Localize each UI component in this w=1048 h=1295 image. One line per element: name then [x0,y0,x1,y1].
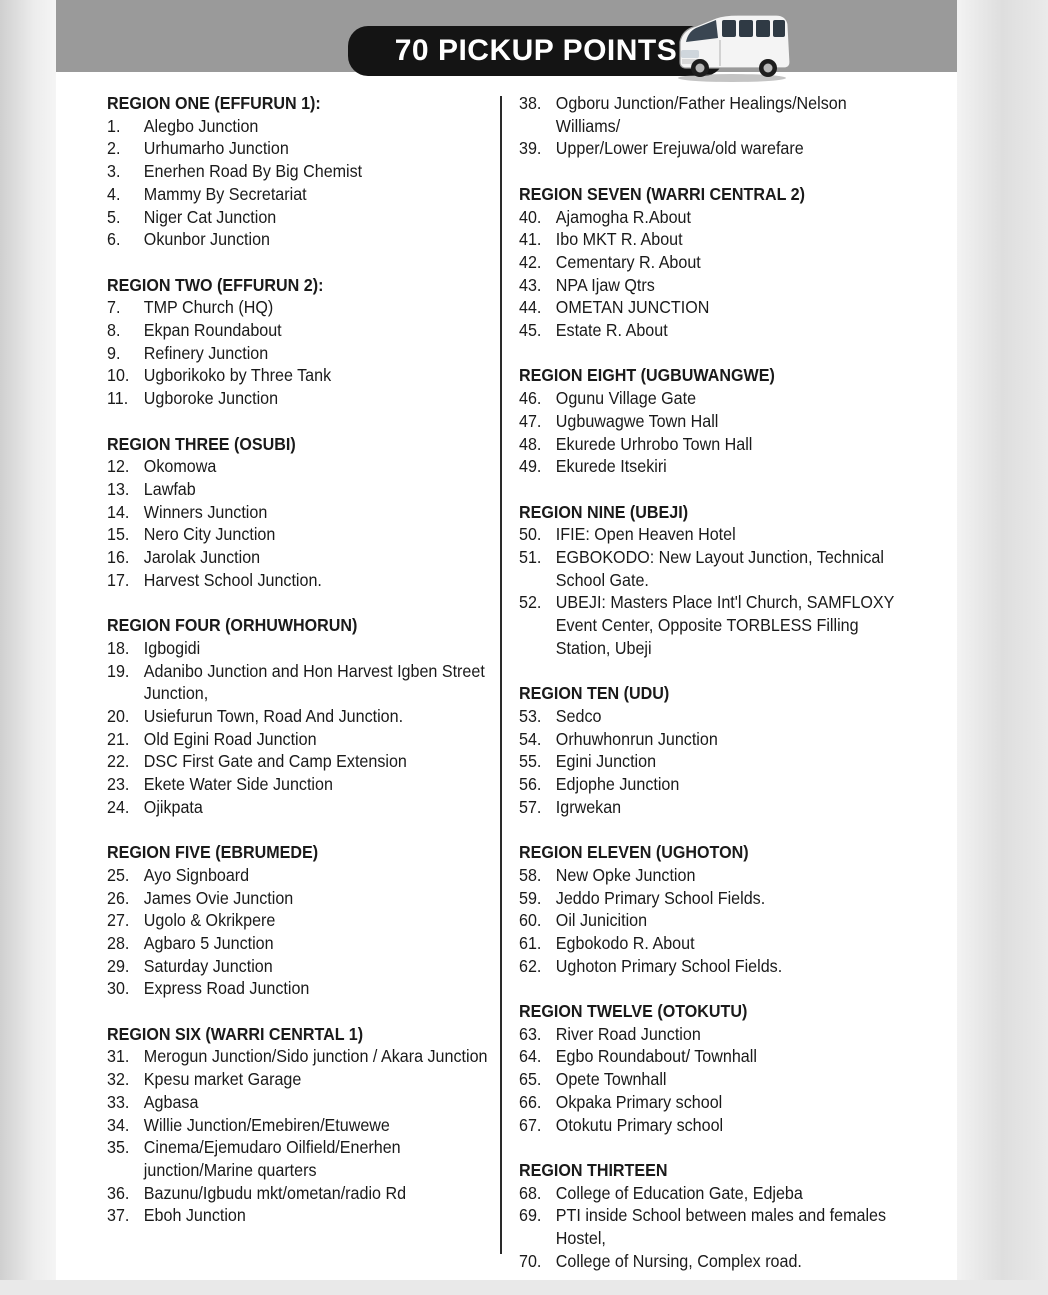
pickup-point-name: Cinema/Ejemudaro Oilfield/Enerhen junction/Marine quarters [143,1137,401,1180]
pickup-point-item [519,387,915,410]
pickup-point-name: Ogboru Junction/Father Healings/Nelson Williams/ [555,93,847,136]
pickup-point-item [519,932,915,955]
pickup-point-name: Merogun Junction/Sido junction / Akara Junction [143,1046,488,1067]
pickup-point-name: IFIE: Open Heaven Hotel [555,524,736,545]
region-block [107,1023,503,1227]
pickup-point-item [519,1204,915,1249]
background-left [0,0,56,1280]
pickup-point-name: Ugborikoko by Three Tank [143,365,332,386]
pickup-point-name: OMETAN JUNCTION [555,297,710,318]
pickup-point-name: Jeddo Primary School Fields. [555,887,766,908]
region-block [519,1159,915,1273]
pickup-point-number: 18. [107,637,130,658]
pickup-point-item [107,750,503,773]
pickup-point-item [519,909,915,932]
pickup-point-item [519,750,915,773]
pickup-point-number: 68. [519,1182,542,1203]
pickup-point-number: 32. [107,1069,130,1090]
pickup-point-item [107,1182,503,1205]
pickup-point-item [107,137,503,160]
region-block [519,501,915,660]
pickup-point-name: EGBOKODO: New Layout Junction, Technical School Gate. [555,547,884,590]
pickup-point-name: Bazunu/Igbudu mkt/ometan/radio Rd [143,1182,407,1203]
pickup-point-number: 51. [519,547,542,568]
pickup-point-number: 28. [107,932,130,953]
pickup-point-number: 36. [107,1182,130,1203]
pickup-point-item [519,433,915,456]
pickup-point-item [107,887,503,910]
pickup-point-number: 45. [519,320,542,341]
pickup-point-number: 47. [519,410,542,431]
left-column [107,92,503,1250]
pickup-point-number: 10. [107,365,130,386]
pickup-point-number: 41. [519,229,542,250]
pickup-point-number: 58. [519,864,542,885]
pickup-point-number: 21. [107,728,130,749]
pickup-point-name: Ugboroke Junction [143,388,279,409]
pickup-point-name: Okomowa [143,456,217,477]
pickup-point-number: 50. [519,524,542,545]
pickup-point-number: 2. [107,138,121,159]
region-block [107,274,503,410]
pickup-point-name: Opete Townhall [555,1069,667,1090]
pickup-point-item [107,206,503,229]
pickup-point-name: Eboh Junction [143,1205,246,1226]
region-block [519,682,915,818]
pickup-point-name: Agbaro 5 Junction [143,932,274,953]
pickup-point-name: Nero City Junction [143,524,276,545]
region-block [107,433,503,592]
pickup-point-number: 24. [107,796,130,817]
pickup-point-item [107,364,503,387]
pickup-point-name: Ekurede Urhrobo Town Hall [555,433,753,454]
pickup-point-number: 25. [107,864,130,885]
pickup-point-item [107,546,503,569]
pickup-point-name: TMP Church (HQ) [143,297,274,318]
pickup-point-number: 40. [519,206,542,227]
pickup-point-name: Old Egini Road Junction [143,728,317,749]
pickup-point-item [107,1091,503,1114]
pickup-point-number: 4. [107,183,121,204]
pickup-point-item [107,387,503,410]
pickup-point-number: 55. [519,751,542,772]
pickup-point-number: 23. [107,774,130,795]
pickup-point-name: Egbo Roundabout/ Townhall [555,1046,757,1067]
pickup-point-item [519,591,915,659]
pickup-point-item [107,1045,503,1068]
pickup-point-item [519,796,915,819]
pickup-point-number: 12. [107,456,130,477]
pickup-point-number: 3. [107,161,121,182]
pickup-point-item [107,342,503,365]
pickup-point-name: Ojikpata [143,796,203,817]
pickup-point-item [519,1250,915,1273]
region-block [519,183,915,342]
flyer-page [56,0,957,1280]
pickup-point-number: 31. [107,1046,130,1067]
region-title: REGION NINE (UBEJI) [519,501,689,522]
pickup-point-number: 38. [519,93,542,113]
pickup-point-item [107,955,503,978]
pickup-point-item [519,410,915,433]
region-title: REGION TWO (EFFURUN 2): [107,274,324,295]
pickup-point-name: Oil Junicition [555,910,648,931]
pickup-point-number: 20. [107,705,130,726]
pickup-point-name: James Ovie Junction [143,887,294,908]
pickup-point-number: 66. [519,1091,542,1112]
pickup-point-item [107,523,503,546]
region-title: REGION FIVE (EBRUMEDE) [107,842,319,863]
pickup-point-name: Igrwekan [555,796,622,817]
pickup-point-name: Harvest School Junction. [143,569,322,590]
pickup-point-item [519,274,915,297]
pickup-point-number: 53. [519,705,542,726]
right-column [519,92,915,1295]
pickup-point-name: Otokutu Primary school [555,1114,724,1135]
pickup-point-number: 27. [107,910,130,931]
van-icon [672,12,792,84]
pickup-point-item [519,1023,915,1046]
pickup-point-number: 33. [107,1091,130,1112]
pickup-point-name: Ajamogha R.About [555,206,691,227]
pickup-point-item [107,637,503,660]
pickup-point-number: 39. [519,138,542,159]
region-title: REGION SEVEN (WARRI CENTRAL 2) [519,183,805,204]
pickup-point-item [107,1136,503,1181]
pickup-point-item [519,137,915,160]
pickup-point-number: 57. [519,796,542,817]
pickup-point-number: 67. [519,1114,542,1135]
pickup-point-name: Ugolo & Okrikpere [143,910,276,931]
region-title: REGION THIRTEEN [519,1159,668,1180]
pickup-point-item [107,977,503,1000]
pickup-point-name: Lawfab [143,478,196,499]
pickup-point-name: Egini Junction [555,751,657,772]
pickup-point-item [519,773,915,796]
pickup-point-item [519,455,915,478]
pickup-point-item [107,728,503,751]
pickup-point-number: 49. [519,456,542,477]
pickup-point-number: 11. [107,388,129,409]
pickup-point-name: Niger Cat Junction [143,206,277,227]
pickup-point-number: 1. [107,115,121,136]
region-block [107,614,503,818]
pickup-point-name: Adanibo Junction and Hon Harvest Igben Street Junction, [143,660,485,704]
pickup-point-name: River Road Junction [555,1023,701,1044]
pickup-point-name: Ibo MKT R. About [555,229,683,250]
pickup-point-item [519,251,915,274]
pickup-point-name: Winners Junction [143,501,268,522]
pickup-point-item [519,1091,915,1114]
pickup-point-item [107,660,503,705]
pickup-point-item [107,228,503,251]
pickup-point-number: 37. [107,1205,130,1226]
region-title: REGION FOUR (ORHUWHORUN) [107,615,358,636]
pickup-point-number: 56. [519,774,542,795]
pickup-point-number: 8. [107,320,121,341]
pickup-point-name: Upper/Lower Erejuwa/old warefare [555,138,804,159]
pickup-point-name: Okpaka Primary school [555,1091,723,1112]
pickup-point-name: Ekpan Roundabout [143,320,282,341]
pickup-point-number: 44. [519,297,542,318]
region-block [519,364,915,478]
pickup-point-name: Jarolak Junction [143,547,261,568]
pickup-point-name: Egbokodo R. About [555,932,695,953]
pickup-point-name: College of Education Gate, Edjeba [555,1182,803,1203]
pickup-point-name: Alegbo Junction [143,115,259,136]
pickup-point-item [519,705,915,728]
pickup-point-number: 26. [107,887,130,908]
pickup-point-item [107,796,503,819]
pickup-point-name: Estate R. About [555,320,668,341]
pickup-point-number: 69. [519,1205,542,1226]
pickup-point-number: 22. [107,751,130,772]
pickup-point-name: Mammy By Secretariat [143,183,307,204]
pickup-point-name: PTI inside School between males and females Hostel, [555,1205,887,1249]
pickup-point-item [519,864,915,887]
pickup-point-number: 30. [107,978,130,999]
pickup-point-number: 35. [107,1137,130,1158]
pickup-point-item [107,1114,503,1137]
pickup-point-name: Cementary R. About [555,251,701,272]
pickup-point-name: Ogunu Village Gate [555,388,697,409]
pickup-point-item [107,478,503,501]
region-block [519,92,915,160]
pickup-point-name: Igbogidi [143,637,201,658]
pickup-point-item [107,909,503,932]
pickup-point-name: Orhuwhonrun Junction [555,728,718,749]
pickup-point-number: 64. [519,1046,542,1067]
pickup-point-name: New Opke Junction [555,864,696,885]
pickup-point-name: DSC First Gate and Camp Extension [143,751,407,772]
pickup-point-number: 17. [107,569,130,590]
pickup-point-name: Agbasa [143,1091,199,1112]
region-title: REGION SIX (WARRI CENRTAL 1) [107,1023,364,1044]
pickup-point-item [107,569,503,592]
pickup-point-number: 61. [519,932,542,953]
pickup-point-name: Ugbuwagwe Town Hall [555,410,719,431]
region-title: REGION TEN (UDU) [519,683,670,704]
pickup-point-number: 42. [519,251,542,272]
region-block [519,841,915,977]
pickup-point-number: 14. [107,501,130,522]
pickup-point-name: Willie Junction/Emebiren/Etuwewe [143,1114,390,1135]
pickup-point-name: Edjophe Junction [555,774,680,795]
pickup-point-number: 16. [107,547,130,568]
region-title: REGION EIGHT (UGBUWANGWE) [519,365,775,386]
pickup-point-item [107,501,503,524]
pickup-point-number: 70. [519,1250,542,1271]
pickup-point-item [519,546,915,591]
pickup-point-name: NPA Ijaw Qtrs [555,274,655,295]
pickup-point-number: 46. [519,388,542,409]
pickup-point-number: 63. [519,1023,542,1044]
pickup-point-number: 65. [519,1069,542,1090]
pickup-point-item [519,1114,915,1137]
pickup-point-name: Okunbor Junction [143,229,270,250]
pickup-point-number: 29. [107,955,130,976]
pickup-point-number: 15. [107,524,130,545]
pickup-point-item [107,455,503,478]
pickup-point-item [519,1045,915,1068]
region-title: REGION ONE (EFFURUN 1): [107,93,321,113]
pickup-point-item [519,1182,915,1205]
pickup-point-number: 52. [519,592,542,613]
pickup-point-item [519,206,915,229]
pickup-point-number: 43. [519,274,542,295]
pickup-point-item [519,296,915,319]
pickup-point-name: Ayo Signboard [143,864,250,885]
pickup-point-number: 34. [107,1114,130,1135]
pickup-point-item [519,1068,915,1091]
pickup-point-item [519,728,915,751]
region-title: REGION TWELVE (OTOKUTU) [519,1001,748,1022]
pickup-point-name: Ughoton Primary School Fields. [555,955,783,976]
pickup-point-name: Express Road Junction [143,978,310,999]
region-title: REGION ELEVEN (UGHOTON) [519,842,749,863]
pickup-point-item [107,1204,503,1227]
pickup-point-name: Saturday Junction [143,955,273,976]
pickup-point-number: 48. [519,433,542,454]
pickup-point-item [519,887,915,910]
pickup-point-item [519,523,915,546]
pickup-point-number: 7. [107,297,121,318]
pickup-point-name: Ekete Water Side Junction [143,774,333,795]
pickup-point-number: 6. [107,229,121,250]
pickup-point-name: Refinery Junction [143,342,269,363]
pickup-point-number: 59. [519,887,542,908]
pickup-point-name: Ekurede Itsekiri [555,456,667,477]
pickup-point-item [107,932,503,955]
pickup-point-name: College of Nursing, Complex road. [555,1250,802,1271]
background-right [957,0,1048,1280]
pickup-point-item [107,160,503,183]
region-block [107,841,503,1000]
pickup-point-name: Kpesu market Garage [143,1069,302,1090]
pickup-point-number: 13. [107,478,130,499]
pickup-point-item [519,319,915,342]
pickup-point-name: Enerhen Road By Big Chemist [143,161,363,182]
region-title: REGION THREE (OSUBI) [107,433,296,454]
pickup-point-number: 5. [107,206,121,227]
pickup-point-item [107,183,503,206]
pickup-point-number: 54. [519,728,542,749]
pickup-point-name: Usiefurun Town, Road And Junction. [143,705,404,726]
pickup-point-item [519,955,915,978]
pickup-point-item [107,773,503,796]
pickup-point-number: 60. [519,910,542,931]
pickup-point-item [107,705,503,728]
region-block [519,1000,915,1136]
page-title: 70 PICKUP POINTS [348,26,724,76]
pickup-point-item [107,1068,503,1091]
pickup-point-item [107,296,503,319]
pickup-point-item [107,115,503,138]
pickup-point-name: UBEJI: Masters Place Int'l Church, SAMFLOXY Event Center, Opposite TORBLESS Filling Station, Ubeji [555,592,895,658]
pickup-point-name: Urhumarho Junction [143,138,289,159]
pickup-point-item [519,92,915,137]
pickup-point-number: 62. [519,955,542,976]
pickup-point-number: 9. [107,342,121,363]
pickup-point-item [107,864,503,887]
pickup-point-item [519,228,915,251]
region-block [107,92,503,251]
pickup-point-number: 19. [107,660,130,681]
pickup-point-name: Sedco [555,705,602,726]
pickup-point-item [107,319,503,342]
